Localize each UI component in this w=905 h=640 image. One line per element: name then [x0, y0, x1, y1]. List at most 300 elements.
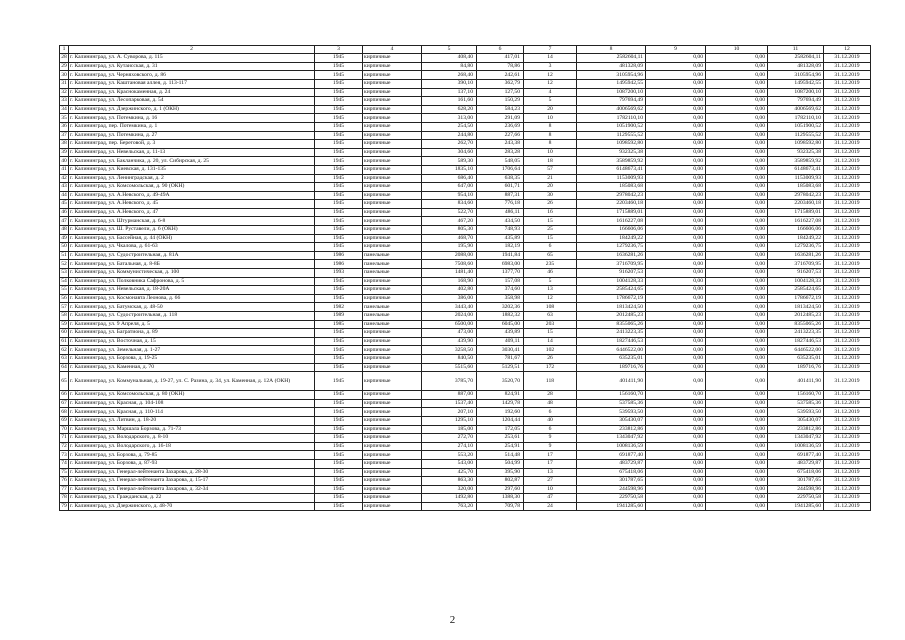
- cell-deduction-a: 0,00: [646, 408, 706, 417]
- table-row: [60, 320, 871, 329]
- cell-year-built: 1945: [315, 477, 363, 486]
- cell-deduction-b: 0,00: [706, 183, 768, 192]
- cell-remaining-cost: 2585424,65: [768, 286, 824, 295]
- register-table: [59, 45, 871, 511]
- cell-date: 31.12.2019: [824, 217, 871, 226]
- cell-total-area: 834,60: [422, 200, 477, 209]
- cell-cost: 2413223,35: [577, 329, 646, 338]
- cell-remaining-cost: 539593,50: [768, 408, 824, 417]
- cell-remaining-cost: 481328,09: [768, 62, 824, 71]
- cell-cost: 635235,01: [577, 354, 646, 363]
- cell-address: г. Калининград, ул. Невельская, д. 11-13: [69, 148, 315, 157]
- cell-wall-material: кирпичные: [363, 442, 422, 451]
- cell-living-area: 504,99: [477, 459, 524, 468]
- cell-row-index: 54: [61, 277, 67, 284]
- cell-deduction-a: 0,00: [646, 391, 706, 400]
- cell-wall-material: кирпичные: [363, 62, 422, 71]
- cell-row-index: 51: [61, 252, 67, 259]
- cell-cost: 185083,68: [577, 183, 646, 192]
- cell-residents: 8: [524, 140, 577, 149]
- cell-address: г. Калининград, ул. Киевская, д. 131-135: [69, 165, 315, 174]
- cell-living-area: 3030,41: [477, 346, 524, 355]
- cell-deduction-b: 0,00: [706, 468, 768, 477]
- cell-total-area: 386,00: [422, 294, 477, 303]
- column-number-11: 11: [768, 46, 824, 54]
- cell-deduction-a: 0,00: [646, 329, 706, 338]
- cell-year-built: 1945: [315, 165, 363, 174]
- cell-living-area: 3202,36: [477, 303, 524, 312]
- cell-date: 31.12.2019: [824, 459, 871, 468]
- cell-residents: 14: [524, 337, 577, 346]
- cell-cost: 539593,50: [577, 408, 646, 417]
- cell-address: г. Калининград, ул. Генерал-лейтенанта Захарова, д. 15-17: [69, 477, 315, 486]
- table-row: [60, 434, 871, 443]
- cell-remaining-cost: 4006569,62: [768, 105, 824, 114]
- cell-total-area: 304,60: [422, 148, 477, 157]
- cell-address: г. Калининград, ул. 9 Апреля, д. 5: [69, 320, 315, 329]
- cell-address: г. Калининград, ул. Лесопарковая, д. 54: [69, 97, 315, 106]
- cell-residents: 57: [524, 165, 577, 174]
- cell-address: г. Калининград, ул. Генерал-лейтенанта Захарова, д. 28-30: [69, 468, 315, 477]
- cell-total-area: 473,00: [422, 329, 477, 338]
- cell-wall-material: кирпичные: [363, 286, 422, 295]
- cell-wall-material: кирпичные: [363, 105, 422, 114]
- cell-deduction-a: 0,00: [646, 337, 706, 346]
- cell-deduction-a: 0,00: [646, 148, 706, 157]
- cell-deduction-a: 0,00: [646, 97, 706, 106]
- cell-remaining-cost: 797694,49: [768, 97, 824, 106]
- cell-total-area: 1481,40: [422, 269, 477, 278]
- cell-total-area: 553,20: [422, 451, 477, 460]
- cell-row-index: 57: [61, 303, 67, 310]
- cell-wall-material: кирпичные: [363, 425, 422, 434]
- cell-date: 31.12.2019: [824, 165, 871, 174]
- cell-row-index: 65: [60, 372, 69, 391]
- cell-living-area: 824,91: [477, 391, 524, 400]
- table-row: [60, 183, 871, 192]
- cell-total-area: 468,70: [422, 234, 477, 243]
- cell-deduction-b: 0,00: [706, 200, 768, 209]
- cell-cost: 305430,07: [577, 416, 646, 425]
- cell-cost: 481328,09: [577, 62, 646, 71]
- cell-address: г. Калининград, ул. Комсомольская, д. 90 (ОКН): [69, 183, 315, 192]
- cell-remaining-cost: 1495942,55: [768, 79, 824, 88]
- cell-date: 31.12.2019: [824, 391, 871, 400]
- cell-deduction-b: 0,00: [706, 451, 768, 460]
- cell-living-area: 254,91: [477, 442, 524, 451]
- cell-row-index: 35: [61, 114, 67, 121]
- cell-row-index: 30: [61, 71, 67, 78]
- column-number-9: 9: [646, 46, 706, 54]
- cell-wall-material: кирпичные: [363, 459, 422, 468]
- table-row: [60, 226, 871, 235]
- cell-deduction-a: 0,00: [646, 54, 706, 63]
- cell-cost: 1495942,55: [577, 79, 646, 88]
- cell-row-index: 38: [61, 140, 67, 147]
- cell-living-area: 435,89: [477, 234, 524, 243]
- cell-living-area: 781,67: [477, 354, 524, 363]
- cell-address: г. Калининград, ул. Черняховского, д. 86: [69, 71, 315, 80]
- cell-date: 31.12.2019: [824, 183, 871, 192]
- cell-address: г. Калининград, ул. Комсомольская, д. 80 (ОКН): [69, 391, 315, 400]
- table-row: [60, 286, 871, 295]
- cell-living-area: 1882,32: [477, 312, 524, 321]
- cell-remaining-cost: 6446522,00: [768, 346, 824, 355]
- cell-cost: 4006569,62: [577, 105, 646, 114]
- cell-year-built: 1945: [315, 442, 363, 451]
- cell-deduction-a: 0,00: [646, 434, 706, 443]
- cell-deduction-a: 0,00: [646, 122, 706, 131]
- cell-living-area: 638,35: [477, 174, 524, 183]
- cell-remaining-cost: 1051900,52: [768, 122, 824, 131]
- cell-remaining-cost: 3716709,95: [768, 260, 824, 269]
- cell-address: г. Калининград, ул. Судостроительная, д. 118: [69, 312, 315, 321]
- cell-wall-material: кирпичные: [363, 157, 422, 166]
- cell-deduction-a: 0,00: [646, 485, 706, 494]
- cell-row-index: 53: [61, 269, 67, 276]
- cell-total-area: 763,20: [422, 502, 477, 511]
- cell-year-built: 1945: [315, 286, 363, 295]
- page-number: 2: [449, 614, 456, 626]
- cell-row-index: 55: [61, 286, 67, 293]
- column-number-3: 3: [315, 46, 363, 54]
- cell-date: 31.12.2019: [824, 71, 871, 80]
- cell-address: г. Калининград, ул. Каменная, д. 70: [69, 363, 315, 372]
- cell-cost: 1616227,08: [577, 217, 646, 226]
- cell-total-area: 262,70: [422, 140, 477, 149]
- cell-total-area: 254,50: [422, 122, 477, 131]
- cell-date: 31.12.2019: [824, 451, 871, 460]
- table-row: [60, 363, 871, 372]
- cell-date: 31.12.2019: [824, 251, 871, 260]
- cell-residents: 15: [524, 234, 577, 243]
- cell-row-index: 41: [61, 166, 67, 173]
- table-row: [60, 502, 871, 511]
- cell-residents: 21: [524, 174, 577, 183]
- cell-deduction-b: 0,00: [706, 71, 768, 80]
- cell-wall-material: кирпичные: [363, 451, 422, 460]
- cell-date: 31.12.2019: [824, 226, 871, 235]
- cell-year-built: 1945: [315, 97, 363, 106]
- cell-wall-material: кирпичные: [363, 502, 422, 511]
- cell-wall-material: панельные: [363, 251, 422, 260]
- cell-remaining-cost: 932325,38: [768, 148, 824, 157]
- cell-deduction-b: 0,00: [706, 320, 768, 329]
- cell-date: 31.12.2019: [824, 346, 871, 355]
- cell-wall-material: кирпичные: [363, 494, 422, 503]
- cell-living-area: 395,90: [477, 468, 524, 477]
- cell-total-area: 244,80: [422, 131, 477, 140]
- cell-remaining-cost: 244598,96: [768, 485, 824, 494]
- cell-wall-material: кирпичные: [363, 140, 422, 149]
- table-row: [60, 477, 871, 486]
- cell-deduction-b: 0,00: [706, 337, 768, 346]
- cell-year-built: 1945: [315, 502, 363, 511]
- cell-wall-material: кирпичные: [363, 97, 422, 106]
- cell-living-area: 291,09: [477, 114, 524, 123]
- cell-wall-material: кирпичные: [363, 234, 422, 243]
- table-row: [60, 391, 871, 400]
- cell-year-built: 1945: [315, 114, 363, 123]
- cell-cost: 537585,36: [577, 399, 646, 408]
- column-number-5: 5: [422, 46, 477, 54]
- cell-wall-material: кирпичные: [363, 485, 422, 494]
- cell-deduction-a: 0,00: [646, 277, 706, 286]
- cell-wall-material: кирпичные: [363, 468, 422, 477]
- cell-wall-material: кирпичные: [363, 346, 422, 355]
- cell-row-index: 47: [61, 217, 67, 224]
- cell-remaining-cost: 916207,53: [768, 269, 824, 278]
- cell-residents: 203: [524, 320, 577, 329]
- cell-row-index: 34: [61, 105, 67, 112]
- cell-row-index: 60: [61, 329, 67, 336]
- cell-date: 31.12.2019: [824, 320, 871, 329]
- cell-living-area: 127,50: [477, 88, 524, 97]
- cell-wall-material: кирпичные: [363, 191, 422, 200]
- cell-deduction-b: 0,00: [706, 277, 768, 286]
- cell-row-index: 42: [61, 174, 67, 181]
- cell-row-index: 72: [61, 442, 67, 449]
- cell-address: г. Калининград, ул. А.Невского, д. 45: [69, 200, 315, 209]
- cell-wall-material: кирпичные: [363, 294, 422, 303]
- cell-deduction-a: 0,00: [646, 399, 706, 408]
- cell-year-built: 1945: [315, 494, 363, 503]
- cell-deduction-a: 0,00: [646, 114, 706, 123]
- cell-cost: 2585424,65: [577, 286, 646, 295]
- cell-residents: 102: [524, 346, 577, 355]
- cell-year-built: 1945: [315, 451, 363, 460]
- cell-residents: 20: [524, 183, 577, 192]
- cell-deduction-b: 0,00: [706, 140, 768, 149]
- cell-deduction-b: 0,00: [706, 131, 768, 140]
- cell-date: 31.12.2019: [824, 191, 871, 200]
- cell-date: 31.12.2019: [824, 294, 871, 303]
- cell-cost: 184249,22: [577, 234, 646, 243]
- cell-address: г. Калининград, ул. Каштановая аллея, д. 113-117: [69, 79, 315, 88]
- cell-year-built: 1945: [315, 399, 363, 408]
- cell-date: 31.12.2019: [824, 174, 871, 183]
- cell-year-built: 1945: [315, 354, 363, 363]
- cell-deduction-b: 0,00: [706, 442, 768, 451]
- cell-living-area: 601,71: [477, 183, 524, 192]
- cell-address: г. Калининград, ул. Бассейная, д. 44 (ОКН): [69, 234, 315, 243]
- cell-year-built: 1945: [315, 140, 363, 149]
- cell-cost: 2203460,18: [577, 200, 646, 209]
- table-body: [60, 54, 871, 511]
- cell-living-area: 1204,44: [477, 416, 524, 425]
- cell-year-built: 1982: [315, 303, 363, 312]
- cell-deduction-a: 0,00: [646, 286, 706, 295]
- cell-year-built: 1945: [315, 79, 363, 88]
- cell-deduction-a: 0,00: [646, 165, 706, 174]
- cell-deduction-a: 0,00: [646, 303, 706, 312]
- cell-cost: 1004128,33: [577, 277, 646, 286]
- cell-living-area: 78,86: [477, 62, 524, 71]
- cell-address: г. Калининград, ул. Батумская, д. 48-50: [69, 303, 315, 312]
- cell-cost: 6446522,00: [577, 346, 646, 355]
- cell-residents: 5: [524, 97, 577, 106]
- table-row: [60, 485, 871, 494]
- cell-address: г. Калининград, ул. Потемкина, д. 27: [69, 131, 315, 140]
- cell-total-area: 272,70: [422, 434, 477, 443]
- cell-remaining-cost: 691877,40: [768, 451, 824, 460]
- cell-year-built: 1945: [315, 62, 363, 71]
- cell-year-built: 1945: [315, 277, 363, 286]
- cell-total-area: 439,90: [422, 337, 477, 346]
- cell-date: 31.12.2019: [824, 131, 871, 140]
- cell-deduction-b: 0,00: [706, 234, 768, 243]
- cell-remaining-cost: 1786672,19: [768, 294, 824, 303]
- column-number-4: 4: [363, 46, 422, 54]
- cell-residents: 24: [524, 502, 577, 511]
- cell-residents: 6: [524, 425, 577, 434]
- cell-date: 31.12.2019: [824, 148, 871, 157]
- cell-living-area: 297,60: [477, 485, 524, 494]
- cell-deduction-a: 0,00: [646, 88, 706, 97]
- cell-cost: 1636281,26: [577, 251, 646, 260]
- cell-deduction-a: 0,00: [646, 312, 706, 321]
- cell-cost: 156160,70: [577, 391, 646, 400]
- table-row: [60, 303, 871, 312]
- cell-cost: 1782110,10: [577, 114, 646, 123]
- cell-residents: 3: [524, 62, 577, 71]
- cell-residents: 16: [524, 208, 577, 217]
- cell-remaining-cost: 1129555,52: [768, 131, 824, 140]
- cell-wall-material: кирпичные: [363, 122, 422, 131]
- table-row: [60, 191, 871, 200]
- table-row: [60, 200, 871, 209]
- cell-year-built: 1945: [315, 54, 363, 63]
- cell-date: 31.12.2019: [824, 434, 871, 443]
- cell-residents: 17: [524, 451, 577, 460]
- cell-residents: 27: [524, 477, 577, 486]
- cell-residents: 13: [524, 286, 577, 295]
- cell-deduction-a: 0,00: [646, 459, 706, 468]
- cell-living-area: 253,61: [477, 434, 524, 443]
- cell-deduction-b: 0,00: [706, 294, 768, 303]
- cell-total-area: 1537,40: [422, 399, 477, 408]
- cell-row-index: 73: [61, 451, 67, 458]
- cell-row-index: 31: [61, 80, 67, 87]
- cell-date: 31.12.2019: [824, 157, 871, 166]
- cell-year-built: 1993: [315, 269, 363, 278]
- cell-living-area: 3520,70: [477, 372, 524, 391]
- cell-remaining-cost: 401411,90: [768, 372, 824, 391]
- cell-residents: 172: [524, 363, 577, 372]
- cell-row-index: 44: [61, 191, 67, 198]
- cell-remaining-cost: 537585,36: [768, 399, 824, 408]
- cell-wall-material: кирпичные: [363, 114, 422, 123]
- cell-total-area: 3785,70: [422, 372, 477, 391]
- cell-deduction-b: 0,00: [706, 363, 768, 372]
- cell-residents: 17: [524, 459, 577, 468]
- cell-deduction-a: 0,00: [646, 243, 706, 252]
- table-row: [60, 114, 871, 123]
- cell-year-built: 1989: [315, 312, 363, 321]
- cell-address: г. Калининград, ул. Дзержинского, д. 1 (ОКН): [69, 105, 315, 114]
- cell-remaining-cost: 3589859,92: [768, 157, 824, 166]
- table-row: [60, 337, 871, 346]
- cell-date: 31.12.2019: [824, 286, 871, 295]
- cell-row-index: 69: [61, 417, 67, 424]
- cell-deduction-a: 0,00: [646, 494, 706, 503]
- cell-cost: 301787,65: [577, 477, 646, 486]
- cell-remaining-cost: 2582604,11: [768, 54, 824, 63]
- cell-date: 31.12.2019: [824, 122, 871, 131]
- cell-residents: 9: [524, 434, 577, 443]
- cell-date: 31.12.2019: [824, 88, 871, 97]
- cell-cost: 1153009,93: [577, 174, 646, 183]
- cell-date: 31.12.2019: [824, 468, 871, 477]
- cell-deduction-a: 0,00: [646, 425, 706, 434]
- cell-cost: 1715889,01: [577, 208, 646, 217]
- cell-deduction-b: 0,00: [706, 148, 768, 157]
- cell-year-built: 1945: [315, 337, 363, 346]
- cell-residents: 18: [524, 157, 577, 166]
- cell-cost: 6148673,41: [577, 165, 646, 174]
- table-row: [60, 459, 871, 468]
- cell-deduction-a: 0,00: [646, 183, 706, 192]
- cell-living-area: 5129,51: [477, 363, 524, 372]
- cell-row-index: 58: [61, 312, 67, 319]
- cell-cost: 1129555,52: [577, 131, 646, 140]
- cell-deduction-a: 0,00: [646, 174, 706, 183]
- cell-address: г. Калининград, ул. Красная, д. 110-114: [69, 408, 315, 417]
- cell-residents: 6: [524, 243, 577, 252]
- cell-cost: 3716709,95: [577, 260, 646, 269]
- cell-deduction-b: 0,00: [706, 391, 768, 400]
- cell-deduction-b: 0,00: [706, 286, 768, 295]
- cell-cost: 2582604,11: [577, 54, 646, 63]
- cell-remaining-cost: 635235,01: [768, 354, 824, 363]
- cell-date: 31.12.2019: [824, 408, 871, 417]
- cell-remaining-cost: 1782110,10: [768, 114, 824, 123]
- cell-row-index: 63: [61, 355, 67, 362]
- cell-residents: 108: [524, 303, 577, 312]
- table-row: [60, 148, 871, 157]
- cell-year-built: 1945: [315, 434, 363, 443]
- cell-living-area: 548,05: [477, 157, 524, 166]
- cell-wall-material: панельные: [363, 260, 422, 269]
- cell-row-index: 28: [61, 54, 67, 61]
- cell-residents: 12: [524, 294, 577, 303]
- cell-deduction-b: 0,00: [706, 208, 768, 217]
- cell-deduction-a: 0,00: [646, 251, 706, 260]
- column-number-6: 6: [477, 46, 524, 54]
- cell-living-area: 1377,70: [477, 269, 524, 278]
- cell-row-index: 46: [61, 209, 67, 216]
- cell-living-area: 514,48: [477, 451, 524, 460]
- cell-residents: 118: [524, 372, 577, 391]
- cell-deduction-b: 0,00: [706, 165, 768, 174]
- cell-remaining-cost: 2978042,23: [768, 191, 824, 200]
- cell-row-index: 67: [61, 399, 67, 406]
- cell-living-area: 887,31: [477, 191, 524, 200]
- cell-total-area: 543,00: [422, 459, 477, 468]
- cell-address: г. Калининград, ул. Потемкина, д. 16: [69, 114, 315, 123]
- cell-total-area: 161,60: [422, 97, 477, 106]
- cell-year-built: 1945: [315, 226, 363, 235]
- cell-address: г. Калининград, ул. Красная, д. 104-108: [69, 399, 315, 408]
- cell-cost: 166606,06: [577, 226, 646, 235]
- cell-deduction-a: 0,00: [646, 294, 706, 303]
- cell-total-area: 313,00: [422, 114, 477, 123]
- cell-remaining-cost: 156160,70: [768, 391, 824, 400]
- cell-total-area: 137,10: [422, 88, 477, 97]
- cell-residents: 235: [524, 260, 577, 269]
- cell-row-index: 49: [61, 234, 67, 241]
- cell-cost: 1827446,53: [577, 337, 646, 346]
